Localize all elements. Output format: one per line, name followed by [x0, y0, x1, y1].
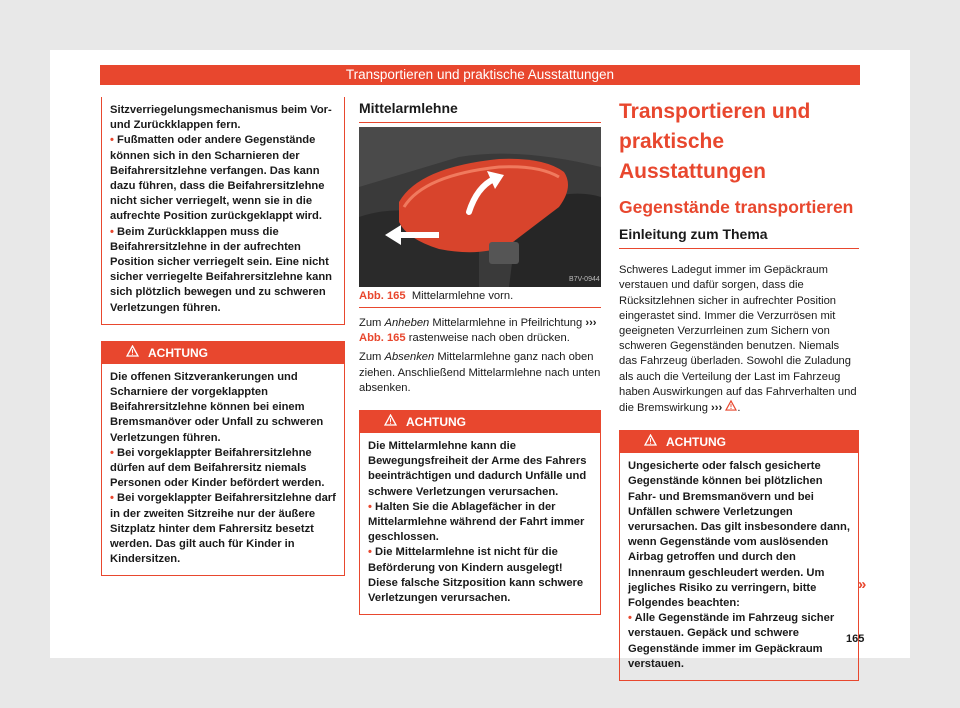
middle-section-header — [359, 101, 601, 123]
paragraph: Zum Absenken Mittelarmlehne ganz nach oben ziehen. Anschließend Mittelarmlehne nach unten absenken. — [359, 351, 601, 394]
section-heading: Gegenstände transportieren — [619, 197, 854, 217]
paragraph: Schweres Ladegut immer im Gepäckraum verstauen und dafür sorgen, dass die Rücksitzlehnen sicher in aufrechter Position eingerastet sind. Immer die Verzurrösen mit geeigneten Verzurrleinen zum Sichern von schweren Gegenständen benutzen. Niemals das Fahrzeug überladen. Sowohl die Zuladung als auch die Verteilung der Last im Fahrzeug haben Auswirkungen auf das Fahrverhalten und die Bremswirkung ››› . — [619, 264, 857, 415]
warning-triangle-icon — [384, 411, 398, 433]
middle-body — [359, 316, 601, 615]
warning-header: ACHTUNG — [102, 342, 344, 364]
right-column — [619, 97, 859, 681]
figure-label: Abb. 165 — [359, 290, 406, 302]
chapter-title: Transportieren und praktische Ausstattungen — [619, 100, 811, 183]
paragraph: Zum Anheben Mittelarmlehne in Pfeilrichtung ››› Abb. 165 rastenweise nach oben drücken. — [359, 317, 597, 345]
warning-bullet: • Beim Zurückklappen muss die Beifahrersitzlehne in der aufrechten Position sicher verriegelt sein. Eine nicht sicher verriegelte Beifahrersitzlehne kann sich plötzlich bewegen und zu schweren Verletzungen führen. — [110, 225, 332, 314]
warning-text: Die offenen Sitzverankerungen und Scharniere der vorgeklappten Beifahrersitzlehne können bei einem Bremsmanöver oder Unfall zu schweren Verletzungen führen. — [110, 370, 324, 444]
armrest-photo — [359, 127, 601, 287]
continue-arrow-icon: » — [858, 576, 867, 593]
warning-text: Sitzverriegelungsmechanismus beim Vor- und Zurückklappen fern. — [110, 104, 332, 132]
warning-text: Ungesicherte oder falsch gesicherte Gegenstände können bei plötzlichen Fahr- und Bremsmanövern und bei Unfällen schwere Verletzungen verursachen. Das gilt insbesondere dann, wenn Gegenstände vom auslösenden Airbag getroffen und durch den Innenraum geschleudert werden. Um jegliches Risiko zu verringern, bitte Folgendes beachten: — [628, 460, 850, 610]
warning-triangle-icon — [126, 342, 140, 364]
warning-header: ACHTUNG — [360, 411, 600, 433]
warning-triangle-icon — [644, 431, 658, 453]
warning-header: ACHTUNG — [620, 431, 858, 453]
warning-bullet: • Die Mittelarmlehne ist nicht für die Beförderung von Kindern ausgelegt! Diese falsche Sitzposition kann schwere Verletzungen verursachen. — [368, 546, 584, 605]
left-column — [101, 97, 345, 576]
warning-box — [619, 430, 859, 681]
warning-bullet: • Fußmatten oder andere Gegenstände können sich in den Scharnieren der Beifahrersitzlehne verfangen. Das kann dazu führen, dass die Beifahrersitzlehne nicht sicher verriegelt, wenn sie in die aufrechte Position zurückgeklappt wird. — [110, 134, 325, 223]
warning-bullet: • Bei vorgeklappter Beifahrersitzlehne dürfen auf dem Beifahrersitz niemals Personen oder Kinder befördert werden. — [110, 446, 325, 490]
photo-code: B7V-0944 — [569, 276, 600, 283]
warning-bullet: • Halten Sie die Ablagefächer in der Mittelarmlehne während der Fahrt immer geschlossen. — [368, 500, 585, 544]
warning-box — [101, 341, 345, 577]
warning-text: Die Mittelarmlehne kann die Bewegungsfreiheit der Arme des Fahrers beeinträchtigen und dadurch Unfälle und schwere Verletzungen verursachen. — [368, 440, 587, 498]
warning-box — [359, 410, 601, 615]
figure-caption: Abb. 165 Mittelarmlehne vorn. — [359, 290, 601, 308]
warning-bullet: • Bei vorgeklappter Beifahrersitzlehne darf in der zweiten Sitzreihe nur der äußere Sitzplatz hinter dem Fahrersitz besetzt werden. Das gilt auch für Kinder in Kindersitzen. — [110, 492, 336, 566]
warning-bullet: • Alle Gegenstände im Fahrzeug sicher verstauen. Gepäck und schwere Gegenstände immer im Gepäckraum verstauen. — [628, 612, 835, 670]
subsection-heading: Einleitung zum Thema — [619, 227, 859, 249]
page-header: Transportieren und praktische Ausstattungen — [100, 65, 860, 85]
section-title: Mittelarmlehne — [359, 101, 601, 123]
warning-triangle-icon — [725, 402, 737, 414]
figure-reference-link[interactable]: Abb. 165 — [359, 332, 406, 345]
page-number: 165 — [846, 633, 865, 645]
warning-box-continued — [101, 97, 345, 325]
